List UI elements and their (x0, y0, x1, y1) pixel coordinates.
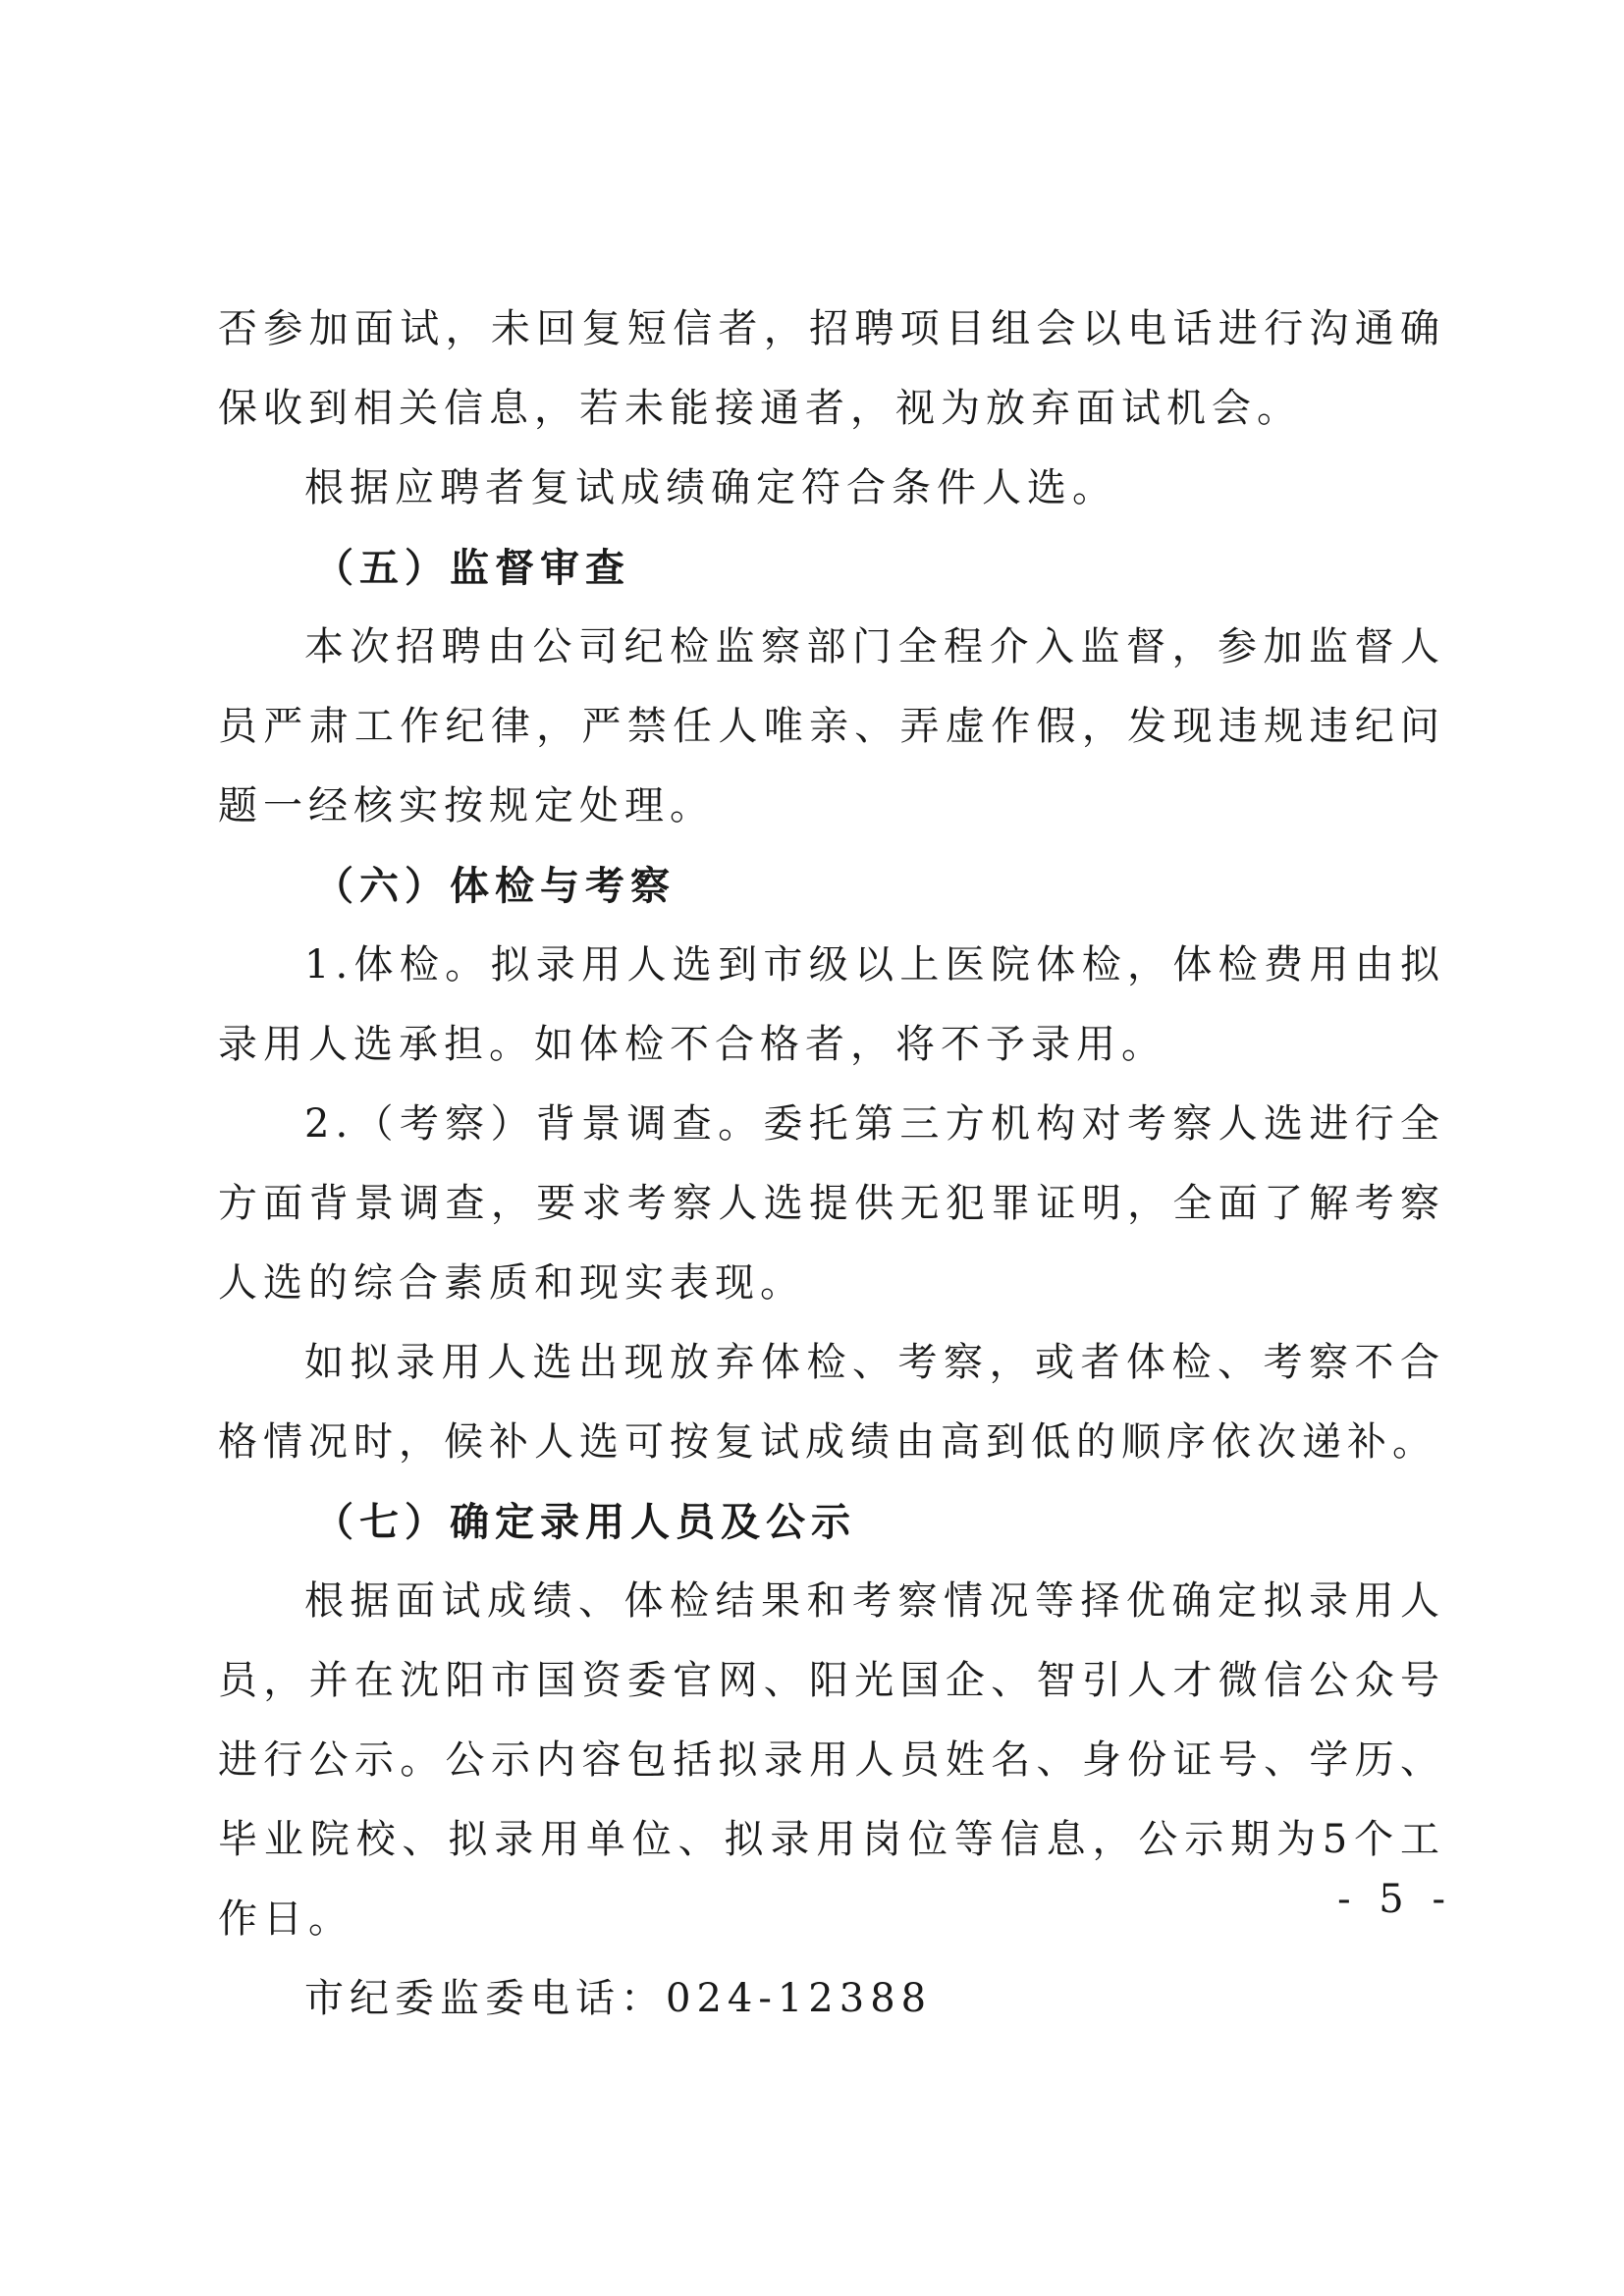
document-body (218, 290, 1445, 2039)
paragraph-interview-notice: 否参加面试，未回复短信者，招聘项目组会以电话进行沟通确保收到相关信息，若未能接通者，视为放弃面试机会。 (218, 306, 1445, 431)
section-heading-medical-check: （六）体检与考察 (314, 863, 676, 909)
page-number: - 5 - (1337, 1877, 1453, 1922)
paragraph-substitution: 如拟录用人选出现放弃体检、考察，或者体检、考察不合格情况时，候补人选可按复试成绩由高到低的顺序依次递补。 (218, 1340, 1445, 1465)
paragraph-background-check: 2.（考察）背景调查。委托第三方机构对考察人选进行全方面背景调查，要求考察人选提供无犯罪证明，全面了解考察人选的综合素质和现实表现。 (218, 1101, 1445, 1306)
paragraph-medical-check: 1.体检。拟录用人选到市级以上医院体检，体检费用由拟录用人选承担。如体检不合格者，将不予录用。 (218, 942, 1445, 1067)
paragraph-announcement: 根据面试成绩、体检结果和考察情况等择优确定拟录用人员，并在沈阳市国资委官网、阳光国企、智引人才微信公众号进行公示。公示内容包括拟录用人员姓名、身份证号、学历、毕业院校、拟录用单位、拟录用岗位等信息，公示期为5个工作日。 (218, 1578, 1445, 1942)
section-heading-supervision: （五）监督审查 (314, 545, 630, 591)
paragraph-hotline: 市纪委监委电话：024-12388 (304, 1976, 933, 2021)
section-heading-hiring-announcement: （七）确定录用人员及公示 (314, 1499, 856, 1545)
paragraph-supervision: 本次招聘由公司纪检监察部门全程介入监督，参加监督人员严肃工作纪律，严禁任人唯亲、弄虚作假，发现违规违纪问题一经核实按规定处理。 (218, 624, 1445, 828)
paragraph-selection: 根据应聘者复试成绩确定符合条件人选。 (304, 465, 1117, 510)
